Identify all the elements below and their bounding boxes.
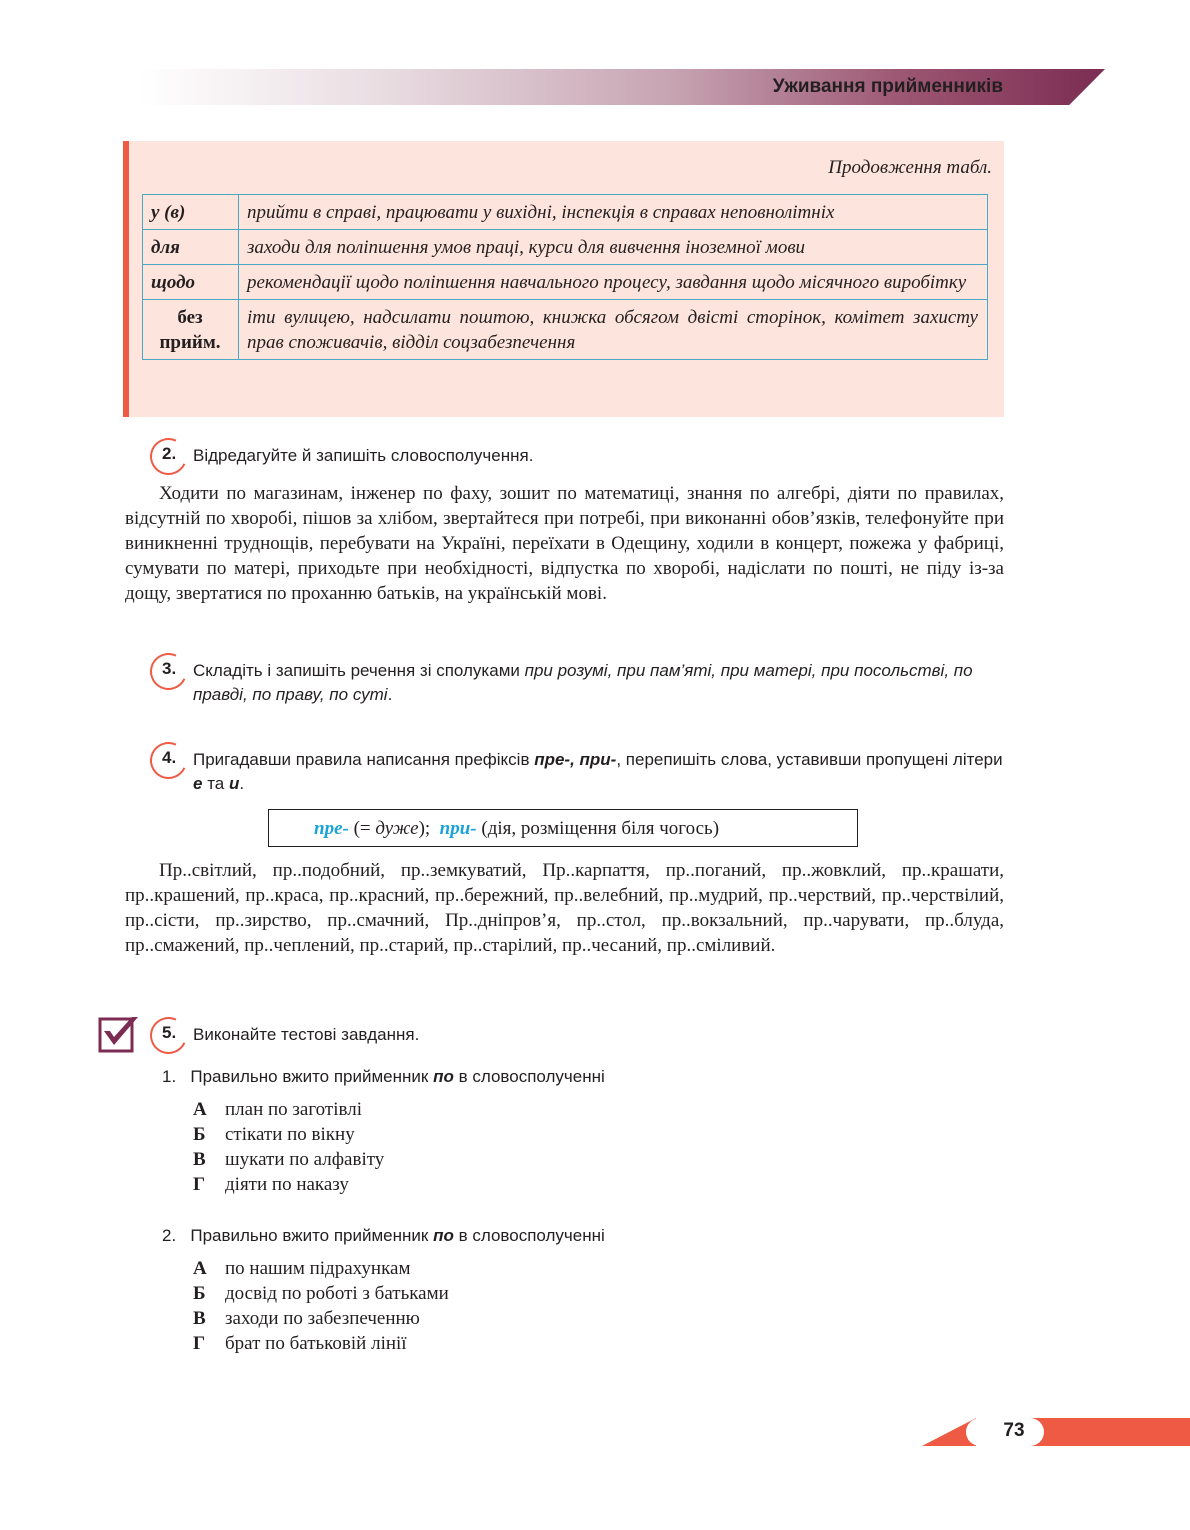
table-value: прийти в справі, працювати у вихідні, інспекція в справах неповнолітніх <box>239 195 988 230</box>
table-key: у (в) <box>143 195 239 230</box>
exercise-instruction: Відредагуйте й запишіть словосполучення. <box>193 446 534 465</box>
option-text: досвід по роботі з батьками <box>225 1283 449 1304</box>
exercise-number: 2. <box>162 444 177 463</box>
exercise-4-text: Пр..світлий, пр..подобний, пр..земкуватий, Пр..карпаття, пр..поганий, пр..жовклий, пр..крашати, пр..крашений, пр..краса, пр..красний, пр..бережний, пр..велебний, пр..мудрий, пр..черствий, пр..черствілий, пр..сісти, пр..зирство, пр..смачний, Пр..дніпров’я, пр..стол, пр..вокзальний, пр..чарувати, пр..блуда, пр..смажений, пр..чеплений, пр..старий, пр..старілий, пр..чесаний, пр..сміливий. <box>125 860 1004 956</box>
instruction-text: та <box>202 774 229 793</box>
option-letter: Б <box>193 1283 206 1304</box>
answer-option[interactable] <box>193 1122 384 1147</box>
footer-bar <box>1028 1418 1190 1446</box>
prefix-rule-box <box>268 809 858 847</box>
answer-option[interactable] <box>193 1331 449 1356</box>
preposition-table-panel <box>123 141 1004 417</box>
option-text: шукати по алфавіту <box>225 1149 385 1170</box>
question-number: 1. <box>162 1067 177 1086</box>
answer-option[interactable] <box>193 1097 384 1122</box>
question-keyword: по <box>433 1067 454 1086</box>
page-section-title: Уживання прийменників <box>772 76 1003 97</box>
exercise-instruction <box>193 748 1005 796</box>
instruction-prefixes: пре-, при- <box>534 750 617 769</box>
answer-option[interactable] <box>193 1281 449 1306</box>
exercise-instruction <box>193 659 1005 707</box>
prefix-pre-meaning: дуже <box>375 818 419 839</box>
table-row <box>143 300 988 360</box>
answer-option[interactable] <box>193 1306 449 1331</box>
option-letter: В <box>193 1308 206 1329</box>
table-value: іти вулицею, надсилати поштою, книжка обсягом двісті сторінок, комітет захисту прав споживачів, відділ соцзабезпечення <box>239 300 988 360</box>
preposition-table <box>142 194 988 360</box>
option-text: по нашим підрахункам <box>225 1258 411 1279</box>
question-text: Правильно вжито прийменник <box>190 1067 434 1086</box>
instruction-phrases: при розумі, при пам’яті, при матері, при посольстві, по правді, по праву, по суті <box>193 661 973 704</box>
question-keyword: по <box>433 1226 454 1245</box>
instruction-letter: и <box>228 774 240 793</box>
answer-option[interactable] <box>193 1147 384 1172</box>
instruction-end: . <box>387 685 393 704</box>
table-key: для <box>143 230 239 265</box>
option-letter: Б <box>193 1124 206 1145</box>
option-letter: В <box>193 1149 206 1170</box>
question-1-options <box>193 1097 384 1197</box>
instruction-text: Пригадавши правила написання префіксів <box>193 750 535 769</box>
exercise-2-text: Ходити по магазинам, інженер по фаху, зошит по математиці, знання по алгебрі, діяти по правилах, відсутній по хворобі, пішов за хлібом, звертайтеся при потребі, при виконанні обов’язків, телефонуйте при виникненні труднощів, перебувати на Україні, переїхати в Одещину, ходили в концерт, пожежа у фабриці, сумувати по матері, приходьте при необхідності, відпустка по хворобі, надіслати по пошті, не піду із-за дощу, звертатися по проханню батьків, на українській мові. <box>125 483 1004 604</box>
option-text: заходи по забезпеченню <box>225 1308 420 1329</box>
test-question-2 <box>162 1226 605 1246</box>
exercise-number: 5. <box>162 1023 177 1042</box>
question-text: в словосполученні <box>453 1067 605 1086</box>
table-key: без прийм. <box>143 300 239 360</box>
checkmark-icon <box>98 1015 140 1053</box>
table-row <box>143 265 988 300</box>
exercise-instruction: Виконайте тестові завдання. <box>193 1025 420 1044</box>
page-number: 73 <box>1003 1420 1025 1441</box>
exercise-number: 3. <box>162 659 177 678</box>
option-letter: А <box>193 1258 207 1279</box>
table-caption: Продовження табл. <box>828 157 992 178</box>
test-question-1 <box>162 1067 605 1087</box>
prefix-pry: при- <box>439 818 477 839</box>
option-text: стікати по вікну <box>225 1124 355 1145</box>
option-text: план по заготівлі <box>225 1099 362 1120</box>
instruction-text: . <box>239 774 245 793</box>
table-key: щодо <box>143 265 239 300</box>
option-letter: Г <box>193 1174 206 1195</box>
question-text: в словосполученні <box>453 1226 605 1245</box>
option-letter: Г <box>193 1333 206 1354</box>
option-text: брат по батьковій лінії <box>225 1333 407 1354</box>
question-number: 2. <box>162 1226 177 1245</box>
answer-option[interactable] <box>193 1256 449 1281</box>
prefix-pry-meaning: (дія, розміщення біля чогось) <box>476 818 720 839</box>
exercise-number: 4. <box>162 748 177 767</box>
question-2-options <box>193 1256 449 1356</box>
table-value: рекомендації щодо поліпшення навчального процесу, завдання щодо місячного виробітку <box>239 265 988 300</box>
table-row <box>143 195 988 230</box>
prefix-pre: пре- <box>314 818 349 839</box>
instruction-letter: е <box>193 774 203 793</box>
rule-text: ); <box>418 818 431 839</box>
table-value: заходи для поліпшення умов праці, курси для вивчення іноземної мови <box>239 230 988 265</box>
question-text: Правильно вжито прийменник <box>190 1226 434 1245</box>
option-letter: А <box>193 1099 207 1120</box>
instruction-text: Складіть і запишіть речення зі сполуками <box>193 661 525 680</box>
rule-text: (= <box>348 818 376 839</box>
option-text: діяти по наказу <box>225 1174 349 1195</box>
instruction-text: , перепишіть слова, уставивши пропущені літери <box>616 750 1003 769</box>
answer-option[interactable] <box>193 1172 384 1197</box>
table-row <box>143 230 988 265</box>
